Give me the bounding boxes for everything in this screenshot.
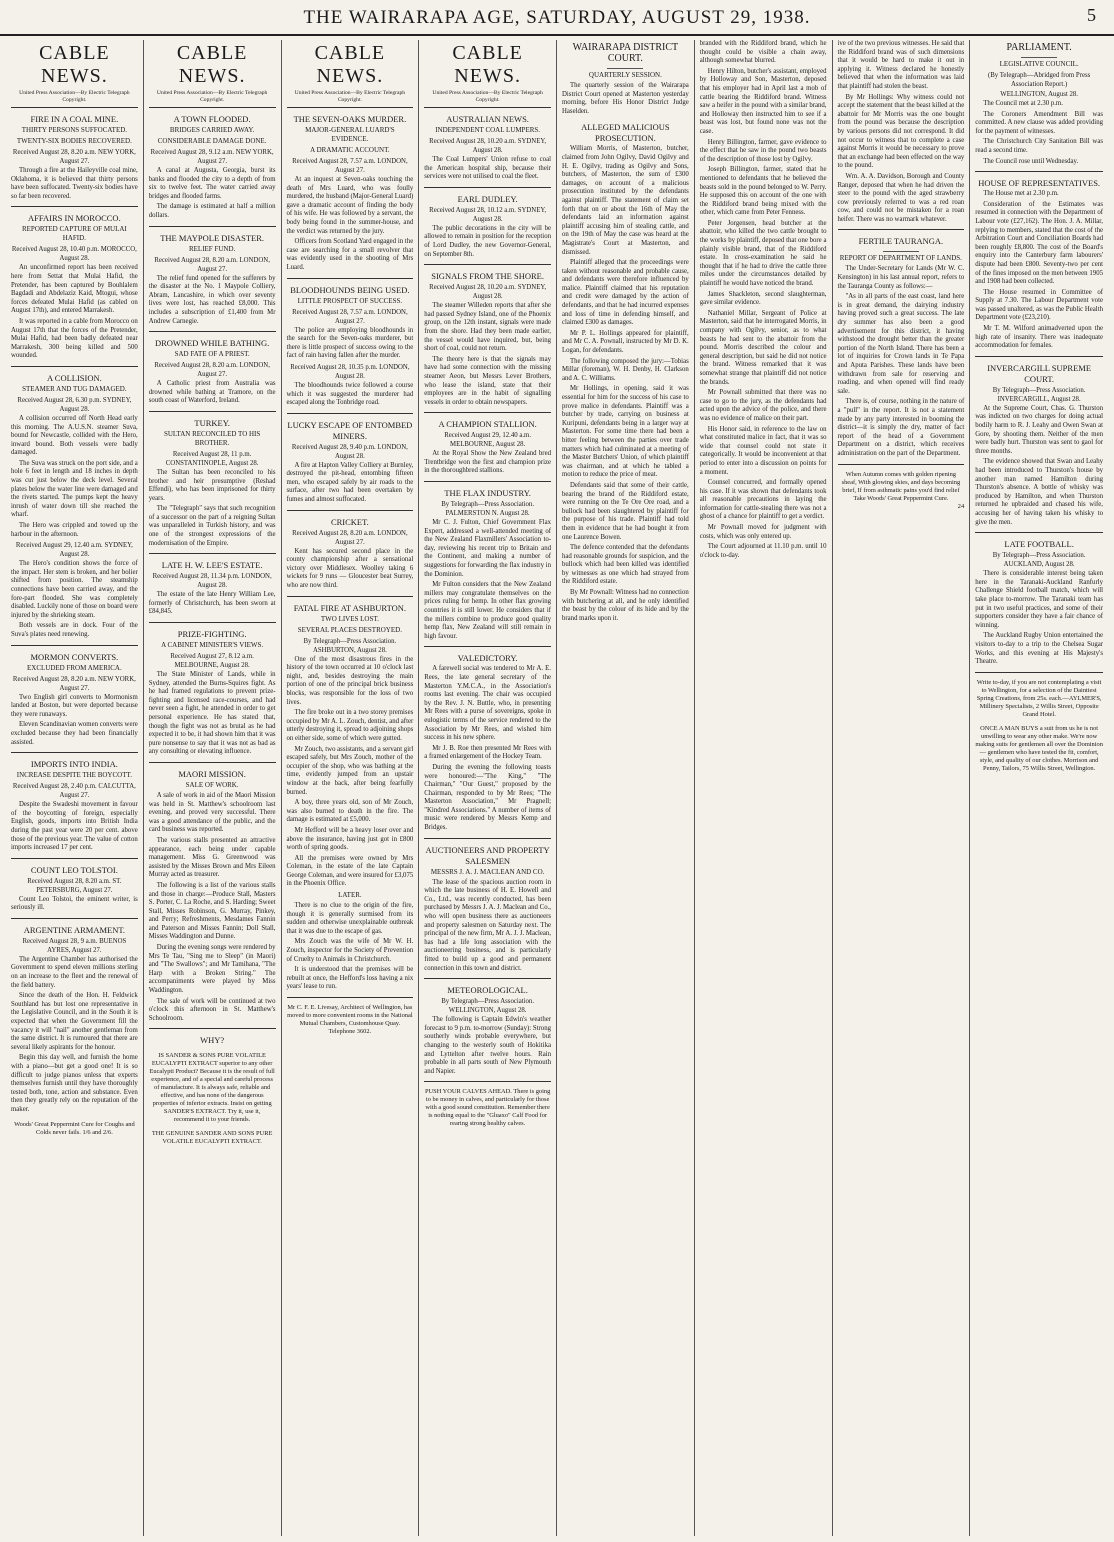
article-subhead: REPORT OF DEPARTMENT OF LANDS. (839, 254, 962, 263)
article-headline: THE MAYPOLE DISASTER. (160, 232, 265, 243)
dateline: By Telegraph—Press Association. PALMERSTON N. August 28. (441, 501, 535, 518)
dateline: Received August 28, 8.20 a.m. NEW YORK, August 27. (12, 149, 136, 165)
advertisement: THE GENUINE SANDER AND SONS PURE VOLATILE EUCALYPTI EXTRACT. (151, 1130, 273, 1146)
article-body: Mr J. B. Roe then presented Mr Rees with a framed enlargement of the Hockey Team. (424, 744, 551, 761)
article-body: Eleven Scandinavian women converts were excluded because they had been financially assisted. (11, 721, 138, 746)
article-body: The Argentine Chamber has authorised the Government to spend eleven millions sterling on an increase to the fleet and the renewal of the field battery. (11, 955, 138, 989)
article-body: The relief fund opened for the sufferers by the disaster at the No. 1 Maypole Colliery, Abram, Lancashire, in which over seventy lives were lost, has reached £8,000. This includes a subscription of £1,400 from Mr Andrew Carnegie. (148, 274, 276, 325)
article-headline: BLOODHOUNDS BEING USED. (290, 284, 410, 295)
article-body: An unconfirmed report has been received here from Settat that Mulai Hafid, the Pretender, has been captured by Bouhlalem Bagdadi and Abdelaziz Kaid, Mtogui, whose forces defeated Mulai Hafid (as cabled on August 17th), and entered Marrakesh. (11, 264, 138, 315)
article-headline: MAORI MISSION. (178, 768, 246, 779)
advertisement: When Autumn comes with golden ripening sheaf, With glowing skies, and days becoming brief, If from asthmatic pains you'd find relief Take Woods' Great Peppermint Cure. (841, 470, 961, 502)
article-body: The damage is estimated at half a million dollars. (148, 203, 276, 219)
article-body: The Christchurch City Sanitation Bill was read a second time. (975, 138, 1103, 154)
article-body: The various stalls presented an attractive appearance, each being under capable management. Miss G. Greenwood was assisted by the Misses Brown and Mrs Eileen Murray acted as treasurer. (148, 836, 276, 879)
column-8 (970, 40, 1108, 1536)
columns (6, 40, 1108, 1536)
article-headline: FIRE IN A COAL MINE. (30, 114, 119, 124)
article-body: At the Supreme Court, Chas. G. Thurston was indicted on two charges for doing actual bodily harm to R. J. Leahy and Owen Swan at Gore, by shooting them. Neither of the men were badly hurt. Thurston was sent to gaol for three months. (975, 404, 1103, 455)
article-body: It is understood that the premises will be rebuilt at once, the Hefford's loss having a nix years' lease to run. (286, 966, 414, 991)
article-body: The Hero was crippled and towed up the harbour in the afternoon. (11, 522, 138, 538)
article-body: The theory here is that the signals may have had some connection with the missing steamer Aeon, but Messrs Lever Brothers, who lease the island, state that their employees are in the habit of signalling vessels in order to obtain newspapers. (424, 355, 551, 406)
article-body: The Court adjourned at 11.10 p.m. until 10 o'clock to-day. (699, 543, 827, 559)
article-body: Henry Hilton, butcher's assistant, employed by Holloway and Son, Masterton, deposed that his employer had in April last a mob of cattle bearing the Riddiford brand. Witness saw a heifer in the pound with a similar brand, and Holloway then instructed him to see if a beast was lost, but found none was not the case. (699, 67, 827, 135)
article-body: The Coal Lumpers' Union refuse to coal the American hospital ship, because their services were not utilised to coal the fleet. (424, 156, 551, 181)
article-body: The bloodhounds twice followed a course which it was suggested the murderer had escaped along the Tonbridge road. (286, 381, 414, 407)
article-body: The following is a list of the various stalls and those in charge:—Produce Stall, Masters S. Porter, C. La Roche, and S. Harding; Sweet Stall, Misses Robinson, G. Murray, Pinkey, and Perry; Refreshments, Mesdames Fannin and Paterson and Misses Fannin; Doll Stall, Misses Waddington and Dunne. (148, 881, 276, 941)
article-headline: MORMON CONVERTS. (30, 651, 119, 662)
article-body: Mr Zouch, two assistants, and a servant girl escaped safely, but Mrs Zouch, mother of the occupier of the shop, who was bathing at the time, evidently jumped from an upstair window at the back, after being fearfully burned. (286, 745, 414, 796)
masthead-title: THE WAIRARAPA AGE, SATURDAY, AUGUST 29, 1938. (303, 7, 811, 28)
column-5 (557, 40, 695, 1536)
dateline: Received August 28, 11.34 p.m. LONDON, August 28. (152, 573, 272, 590)
dateline: Received August 28, 8.20 a.m. LONDON, August 27. (154, 362, 270, 379)
article-subhead: REPORTED CAPTURE OF MULAI HAFID. (21, 225, 127, 243)
article-body: Since the death of the Hon. H. Feldwick Southland has but lost one representative in the Legislative Council, and in the South it is expected that when the Government fill the vacancy it will "nail" another gentleman from the same district. It is rumoured that there are several likely aspirants for the honour. (11, 992, 138, 1051)
article-subhead: LEGISLATIVE COUNCIL. (999, 60, 1079, 68)
article-body: Henry Billington, farmer, gave evidence to the effect that he saw in the pound two beasts of the description of those lost by Ogilvy. (699, 138, 827, 163)
cable-news-heading: CABLE NEWS. (39, 42, 110, 87)
column-3 (282, 40, 420, 1536)
article-body: Through a fire at the Haileyville coal mine, Oklahoma, it is believed that thirty persons have been suffocated. Twenty-six bodies have so far been recovered. (11, 167, 138, 200)
article-subhead: TWENTY-SIX BODIES RECOVERED. (16, 137, 132, 145)
advertisement: IS SANDER & SONS PURE VOLATILE EUCALYPTI EXTRACT superior to any other Eucalypti Product? Because it is the result of full experience, and of a special and careful process of manufacture. It is always safe, reliable and effective, and has none of the dangerous properties of inferior extracts. Insist on getting SANDER'S EXTRACT. Try it, use it, recommend it to your friends. (149, 1052, 275, 1124)
page-number: 5 (1087, 5, 1096, 25)
article-body: By Mr Pownall: Witness had no connection with butchering at all, and he only identified the beast by the colour of its hide and by the brand marks upon it. (562, 589, 689, 622)
dateline: Received August 28, 8.20 a.m. LONDON, August 27. (154, 256, 270, 273)
article-body: James Shackleton, second slaughterman, gave similar evidence. (699, 290, 827, 307)
article-body: Peter Jorgensen, head butcher at the abattoir, who killed the two cattle brought to the works by plaintiff, deposed that one bore a plainly visible brand, that of the Riddiford estate. In cross-examination he said he thought that if he had to drive the cattle three miles under the circumstances detailed by plaintiff he would have noticed the brand. (699, 219, 827, 288)
dateline: Received August 27, 8.12 a.m. MELBOURNE, August 28. (170, 653, 254, 670)
cable-news-heading: CABLE NEWS. (176, 42, 248, 87)
dateline: By Telegraph—Press Association. WELLINGTON, August 28. (441, 998, 535, 1015)
cable-news-credit: United Press Association—By Electric Telegraph Copyright. (424, 90, 551, 108)
article-body: It was reported in a cable from Morocco on August 17th that the forces of the Pretender, Mulai Hafid, had been badly defeated near Marrakesh, 300 being killed and 500 wounded. (11, 317, 138, 360)
dateline: Received August 28, 7.57 a.m. LONDON, August 27. (292, 158, 408, 174)
article-body: branded with the Riddiford brand, which he thought could be visible a chain away, although somewhat blurred. (699, 40, 827, 65)
article-subhead: INDEPENDENT COAL LUMPERS. (435, 126, 541, 134)
article-body: At the Royal Show the New Zealand bred Trentbridge won the first and champion prize in the thoroughbred stallions. (424, 450, 551, 475)
article-headline: TURKEY. (194, 417, 230, 428)
article-body: The Council met at 2.30 p.m. (983, 100, 1063, 107)
article-body: The lease of the spacious auction room in which the late business of H. E. Howell and Co., Ltd., was recently conducted, has been purchased by Messrs J. A. J. Maclean and Co., who will open business there as auctioneers and property salesmen on Saturday next. The principal of the new firm, Mr A. J. J. Maclean, has had a life long association with the auctioneering business, and is particularly fitted to build up a good and permanent connection in this town and district. (424, 878, 551, 972)
article-headline: A CHAMPION STALLION. (438, 419, 537, 430)
article-headline: AUSTRALIAN NEWS. (446, 114, 529, 124)
article-subhead: TWO LIVES LOST. (320, 614, 379, 623)
article-headline: COUNT LEO TOLSTOI. (30, 864, 118, 875)
article-body: Plaintiff alleged that the proceedings were taken without reasonable and probable cause, and defendants were therefore influenced by malice. Plaintiff claimed that his reputation and credit were damaged by the action of defendants, and that he had incurred expenses and loss of time in defending himself, and claimed £300 as damages. (562, 259, 689, 327)
article-body: The following composed the jury:—Tobias Millar (foreman), W. H. Denby, H. Clarkson and A. C. Williams. (562, 357, 689, 382)
article-subhead: INCREASE DESPITE THE BOYCOTT. (16, 771, 132, 780)
dateline: Received August 28, 9.40 p.m. LONDON, August 28. (291, 443, 408, 460)
advertisement: ONCE A MAN BUYS a suit from us he is not unwilling to wear any other make. We're now making suits for gentlemen all over the Dominion — gentlemen who have tested the fit, comfort, style, and quality of our clothes. Morrison and Penny, Tailors, 75 Willis Street, Wellington. (975, 724, 1103, 772)
article-body: The public decorations in the city will be allowed to remain in position for the reception of Lord Dudley, the new Governor-General, on September 8th. (424, 224, 551, 258)
article-headline: THE SEVEN-OAKS MURDER. (293, 114, 407, 124)
article-headline: A TOWN FLOODED. (173, 114, 251, 124)
dateline: By Telegraph—Press Association. ASHBURTON, August 28. (303, 637, 397, 654)
article-body: Nathaniel Millar, Sergeant of Police at Masterton, said that he interrogated Morris, in company with Ogilvy, senior, as to what beasts he had sent to the abattoir from the pound. Morris described the colour and general description, but said he did not notice the brand. Witness remarked that it was somewhat strange that plaintiff did not notice the brands. (699, 309, 827, 386)
cable-news-credit: United Press Association—By Electric Telegraph Copyright. (11, 90, 138, 108)
dateline: By Telegraph—Press Association. AUCKLAND, August 28. (992, 552, 1086, 569)
dateline: Received August 28, 9 a.m. BUENOS AYRES, August 27. (22, 937, 127, 954)
article-subhead: SULTAN RECONCILED TO HIS BROTHER. (163, 429, 261, 447)
article-headline: IMPORTS INTO INDIA. (30, 759, 118, 770)
article-body: The State Minister of Lands, while in Sydney, attended the Burns-Squires fight. As he had framed regulations to prevent prize-fighting and licensed race-courses, and had never seen a fight, he attended in order to get personal experience. He has stated that, though the fight was not as brutal as he had expected it to be, it had shown him that it was pure nonsense to say that it was not as bad as any consulting or elevating influence. (148, 671, 276, 756)
article-body: Mr Pownall submitted that there was no case to go to the jury, as the defendants had acted upon the advice of the police, and there was no evidence of malice on their part. (699, 389, 827, 422)
article-body: Mr Fulton considers that the New Zealand millers may congratulate themselves on the prices ruling for hemp. In other flax growing countries it is still lower. He considers that if the millers combine to produce good quality hemp flax, New Zealand will still remain in high favour. (424, 581, 551, 640)
article-headline: AUCTIONEERS AND PROPERTY SALESMEN (425, 844, 550, 866)
article-subhead: A DRAMATIC ACCOUNT. (310, 146, 390, 154)
dateline: Received August 29, 12.40 a.m. MELBOURNE, August 28. (444, 432, 532, 449)
article-body: The Suva was struck on the port side, and a hole 6 feet in length and 18 inches in depth was cut just below the deck level. Several plates below the water line were damaged and the rivets started. The pumps kept the heavy inrush of water down till she reached the wharf. (11, 459, 138, 519)
article-headline: WAIRARAPA DISTRICT COURT. (572, 42, 679, 64)
dateline: Received August 28, 8.20 a.m. ST. PETERSBURG, August 27. (27, 877, 122, 894)
cable-news-credit: United Press Association—By Electric Telegraph Copyright. (149, 90, 276, 108)
article-body: Count Leo Tolstoi, the eminent writer, is seriously ill. (11, 895, 138, 912)
article-body: By Mr Hollings: Why witness could not accept the statement that the beast killed at the abattoir for Mr Morris was the one bought from the pound was because the description by various persons did not correspond. It did not occur to witness that to complete a case against Morris it would be necessary to prove that an exchange had been effected on the way to the pound. (837, 93, 965, 170)
advertisement-number: 24 (957, 502, 965, 510)
dateline: Received August 28, 7.57 a.m. LONDON, August 27. (292, 308, 408, 325)
article-headline: SIGNALS FROM THE SHORE. (431, 271, 544, 282)
article-body: Wm. A. A. Davidson, Borough and County Ranger, deposed that when he had driven the steer to the pound with the aged strawberry cow previously referred to was a red roan cow, and could not be mistaken for a roan heifer. There was no warmark whatever. (837, 172, 965, 223)
article-headline: HOUSE OF REPRESENTATIVES. (978, 178, 1101, 189)
article-body: The estate of the late Henry William Lee, formerly of Christchurch, has been sworn at £84,845. (148, 591, 276, 616)
advertisement-heading: WHY? (200, 1035, 225, 1046)
article-headline: ALLEGED MALICIOUS PROSECUTION. (581, 122, 670, 144)
article-headline: LUCKY ESCAPE OF ENTOMBED MINERS. (287, 419, 413, 441)
article-subhead: STEAMER AND TUG DAMAGED. (22, 384, 127, 393)
article-body: The House resumed in Committee of Supply at 7.30. The Labour Department vote was passed unaltered, as was the Public Health Department vote (£23,210). (975, 288, 1103, 322)
article-body: A Catholic priest from Australia was drowned while bathing at Tramore, on the south coast of Waterford, Ireland. (148, 380, 276, 405)
column-6 (695, 40, 833, 1536)
article-body: His Honor said, in reference to the law on what constituted malice in fact, that it was so wide that counsel could not state it categorically. It would be inconvenient at that period to enter into a discussion on points for a moment. (699, 425, 827, 476)
dateline: Received August 28, 2.40 p.m. CALCUTTA, August 27. (12, 783, 136, 800)
article-body: During the evening the following toasts were honoured:—"The King," "The Chairman," "Our Guest," proposed by the Chairman, responded to by Mr Rees; "The Masterton Association," Mr Pragnell; "Kindred Associations." A number of items of music were rendered by Messrs Kemp and Bridges. (424, 763, 551, 832)
article-body: There is, of course, nothing in the nature of a "pull" in the report. It is not a statement made by any party interested in booming the district—it is simply the dry, matter of fact report of the head of a Government Department on a district, which receives administration on the part of the Department. (837, 398, 965, 457)
article-body: The quarterly session of the Wairarapa District Court opened at Masterton yesterday morning, before His Honor District Judge Haselden. (562, 82, 689, 115)
article-body: The police are employing bloodhounds in the search for the Seven-oaks murderer, but there is little prospect of success owing to the fact of rain having fallen after the murder. (286, 326, 414, 360)
article-subhead: CONSIDERABLE DAMAGE DONE. (157, 137, 267, 145)
article-body: All the premises were owned by Mrs Coleman, in the estate of the late Captain George Coleman, and were insured for £3,075 in the Phoenix Office. (286, 854, 414, 888)
dateline: Received August 29, 12.40 a.m. SYDNEY, August 28. (15, 542, 133, 559)
article-body: Consideration of the Estimates was resumed in connection with the Department of Labour vote (£27,162). The Hon. J. A. Millar, replying to members, stated that the cost of the Arbitration Court and Conciliation Boards had been roughly £8,800. The cost of the Board's enquiry into the Canterbury farm labourers' dispute had been £800. Seventy-two per cent of the fines imposed on the men between 1905 and 1908 had been collected. (975, 200, 1103, 286)
article-body: One of the most disastrous fires in the history of the town occurred at 10 o'clock last night, and, besides destroying the main portion of one of the principal brick business blocks, was responsible for the loss of two lives. (286, 655, 414, 706)
article-body: The fire broke out in a two storey premises occupied by Mr A. L. Zouch, dentist, and after utterly destroying it, spread to adjoining shops on either side, some of which were gutted. (286, 709, 414, 742)
article-subhead: THIRTY PERSONS SUFFOCATED. (21, 126, 128, 134)
dateline: Received August 28, 11 p.m. CONSTANTINOPLE, August 28. (165, 450, 259, 467)
article-headline: AFFAIRS IN MOROCCO. (28, 213, 121, 224)
dateline: Received August 28, 8.20 a.m. NEW YORK, August 27. (12, 675, 136, 692)
article-body: The defence contended that the defendants had reasonable grounds for suspicion, and the bullock which had been killed was identified by witnesses as one which had strayed from the Riddiford estate. (562, 544, 689, 586)
article-body: The evidence showed that Swan and Leahy had been introduced to Thurston's house by another man named Hamilton during Thurston's absence. A bottle of whisky was produced by Hamilton, and when Thurston returned he upbraided and chased his wife, accusing her of having taken his whisky to give the men. (975, 458, 1103, 526)
column-7 (833, 40, 971, 1536)
article-body: Mr P. L. Hollings appeared for plaintiff, and Mr C. A. Pownall, instructed by Mr D. K. Logan, for defendants. (562, 329, 689, 355)
article-subhead: SEVERAL PLACES DESTROYED. (297, 625, 402, 634)
column-4 (419, 40, 557, 1536)
article-body: Mr Pownall moved for judgment with costs, which was only entered up. (699, 524, 827, 540)
dateline: Received August 28, 10.40 p.m. MOROCCO, August 28. (11, 246, 137, 263)
advertisement: Write to-day, if you are not contemplating a visit to Wellington, for a selection of the Daintiest Spring Creations, from 25s. each.—AYLMER'S, Millinery Specialists, 2 Willis Street, Opposite Grand Hotel. (976, 678, 1102, 718)
column-1 (6, 40, 144, 1536)
article-body: Mr Hefford will be a heavy loser over and above the insurance, having just got in £800 worth of spring goods. (286, 826, 414, 852)
article-body: The House met at 2.30 p.m. (983, 190, 1059, 198)
article-body: Officers from Scotland Yard engaged in the case are searching for a small revolver that was evidently used in the shooting of Mrs Luard. (286, 238, 414, 271)
article-body: Mr Hollings, in opening, said it was essential for him for the success of his case to prove malice in defendants. Plaintiff was a butcher by trade, carrying on business at Kuripuni, defendants being in a larger way at Masterton. For some time there had been a bitter feeling between the parties over trade matters which had culminated at a meeting of the Master Butchers' Union, of which plaintiff was chairman, and at which he tabled a motion to reduce the price of meat. (562, 385, 689, 479)
article-subhead: A CABINET MINISTER'S VIEWS. (161, 641, 264, 650)
article-headline: A COLLISION. (46, 372, 102, 383)
article-body: Mr T. M. Wilford animadverted upon the high rate of insanity. There was inadequate accommodation for females. (975, 325, 1103, 350)
article-body: At an inquest at Seven-oaks touching the death of Mrs Luard, who was foully murdered, the husband (Major-General Luard) gave a dramatic account of finding the body of his wife. He was followed by a servant, the body being found in the summer-house, and the verdict was returned by the jury. (286, 176, 414, 235)
article-body: Begin this day well, and furnish the home with a piano—but get a good one! It is so difficult to judge pianos unless that experts themselves furnish until they have thoroughly tested both, tone, action and substance. Even then they greatly rely on the reputation of the maker. (11, 1054, 138, 1113)
article-subhead: RELIEF FUND. (188, 244, 236, 253)
article-body: The Sultan has been reconciled to his brother and heir presumptive (Reshad Effendi), who has been imprisoned for thirty years. (148, 468, 276, 502)
article-body: The Auckland Rugby Union entertained the visitors to-day to a trip to the Chelsea Sugar Works, and this evening at His Majesty's Theatre. (975, 632, 1103, 666)
dateline: (By Telegraph—Abridged from Press Association Report.) (987, 72, 1091, 88)
article-body: A boy, three years old, son of Mr Zouch, was also burned to death in the fire. The damage is estimated at £5,000. (286, 799, 414, 824)
article-headline: FATAL FIRE AT ASHBURTON. (293, 602, 407, 613)
article-subhead: BRIDGES CARRIED AWAY. (169, 126, 255, 134)
article-body: Counsel concurred, and formally opened his case. If it was shown that defendants took all reasonable precautions in laying the information for cattle-stealing there was not a ghost of a chance for plaintiff to get a verdict. (699, 479, 827, 521)
article-headline: LATE H. W. LEE'S ESTATE. (161, 560, 263, 571)
article-body: Both vessels are in dock. Four of the Suva's plates need renewing. (11, 622, 138, 638)
article-body: Mr C. J. Fulton, Chief Government Flax Expert, addressed a well-attended meeting of the New Zealand Flaxmillers' Association to-day, reviewing his recent trip to Britain and the Continent, and making a number of suggestions for forwarding the flax industry in the Dominion. (424, 519, 551, 578)
article-headline: INVERCARGILL SUPREME COURT. (987, 362, 1092, 384)
article-headline: LATE FOOTBALL. (1004, 539, 1074, 550)
article-body: During the evening songs were rendered by Mrs Te Tau, "Sing me to Sleep" (in Maori) and "The Swallows"; and Mr Tamihana, "The Harp with a Broken String." The accompaniments were played by Miss Waddington. (148, 944, 276, 995)
advertisement: Mr C. F. E. Livesay, Architect of Wellington, has moved to more convenient rooms in the National Mutual Chambers, Customhouse Quay. Telephone 3602. (287, 1004, 413, 1035)
article-headline: METEOROLOGICAL. (447, 985, 528, 996)
article-headline: ARGENTINE ARMAMENT. (23, 924, 126, 935)
article-body: Despite the Swadeshi movement in favour of the boycotting of foreign, especially English, goods, imports into British India during the past year were 20 per cent. above those of the previous year. The value of cotton imports increased 17 per cent. (11, 801, 138, 852)
article-headline: CRICKET. (330, 516, 369, 527)
dateline: WELLINGTON, August 28. (1000, 91, 1078, 98)
article-body: A farewell social was tendered to Mr A. E. Rees, the late general secretary of the Masterton Y.M.C.A., in the Association's rooms last evening. The chair was occupied by the Rev. J. N. Buttle, who, in presenting Mr Rees with a purse of sovereigns, spoke in eulogistic terms of the service rendered to the Association by Mr Rees, and wished him success in his new sphere. (424, 665, 551, 742)
article-subhead: MESSRS J. A. J. MACLEAN AND CO. (430, 867, 545, 876)
article-subhead: LATER. (338, 891, 362, 900)
advertisement: Woods' Great Peppermint Cure for Coughs and Colds never fails. 1/6 and 2/6. (14, 1120, 135, 1136)
article-subhead: EXCLUDED FROM AMERICA. (27, 663, 122, 672)
article-body: The Council rose until Wednesday. (983, 157, 1079, 165)
article-body: The following is Captain Edwin's weather forecast to 9 p.m. to-morrow (Sunday): Strong southerly winds probable everywhere, but changing to the westerly south of Hokitika and Lyttelton after twelve hours. Rain probable in all parts south of New Plymouth and Napier. (424, 1016, 551, 1075)
article-body: A collision occurred off North Head early this morning. The A.U.S.N. steamer Suva, bound for Newcastle, collided with the Hero, inward bound. Both vessels were badly damaged. (11, 414, 138, 457)
article-body: The sale of work will be continued at two o'clock this afternoon in St. Matthew's Schoolroom. (148, 997, 276, 1022)
masthead (0, 0, 1114, 36)
article-subhead: SALE OF WORK. (185, 780, 239, 789)
cable-news-credit: United Press Association—By Electric Telegraph Copyright. (287, 90, 414, 108)
article-body: Joseph Billington, farmer, stated that he mentioned to defendants that he believed the beasts sold in the pound belonged to W. Perry. He supposed this on account of the one with the Riddiford brand being mixed with the other, which came from Peter Fenness. (699, 166, 827, 217)
dateline: Received August 28, 10.20 a.m. SYDNEY, August 28. (429, 138, 547, 154)
article-body: "As in all parts of the east coast, land here is in great demand, the dairying industry having proved such a great success. The late dry summer has also been a good advertisement for this district, it having withstood the drought better than the greater portion of the North Island. There has been a lot of inquiries for Crown lands in Te Papa and Aputa Parishes. These lands have been withdrawn from sale for reserving and roading, and when opened will find ready sale. (837, 293, 965, 395)
article-subhead: QUARTERLY SESSION. (588, 71, 662, 79)
dateline: Received August 28, 9.12 a.m. NEW YORK, August 27. (150, 149, 274, 165)
article-subhead: LITTLE PROSPECT OF SUCCESS. (297, 296, 403, 305)
article-body: A sale of work in aid of the Maori Mission was held in St. Matthew's schoolroom last evening, and proved very successful. There was a good attendance of the public, and the card business was reported. (148, 791, 276, 834)
dateline: Received August 28, 8.20 a.m. LONDON, August 27. (292, 529, 408, 546)
column-2 (144, 40, 282, 1536)
article-headline: EARL DUDLEY. (457, 193, 518, 204)
article-body: There is no clue to the origin of the fire, though it is generally surmised from its sudden and otherwise unexplainable outbreak that it was due to the escape of gas. (286, 902, 414, 935)
article-subhead: MAJOR-GENERAL LUARD'S EVIDENCE. (305, 126, 395, 143)
article-body: A fire at Hapton Valley Colliery at Burnley, destroyed the pit-head, entombing fifteen men, who escaped safely by air roads to the surface, after two had been overtaken by fumes and almost suffocated. (286, 461, 414, 504)
article-headline: PRIZE-FIGHTING. (177, 629, 247, 640)
article-body: Mrs Zouch was the wife of Mr W. H. Zouch, inspector for the Society of Prevention of Cruelty to Animals in Christchurch. (286, 938, 414, 963)
article-body: A canal at Augusta, Georgia, burst its banks and flooded the city to a depth of from six to twelve feet. The water carried away bridges and flooded farms. (148, 167, 276, 200)
advertisement: PUSH YOUR CALVES AHEAD. There is going to be money in calves, and particularly for those with a good sound constitution. Remember there is nothing equal to the "Gluaxo" Calf Food for rearing strong healthy calves. (424, 1088, 551, 1128)
article-body: ive of the two previous witnesses. He said that the Riddiford brand was of such dimensions that it would be hard to make it out in applying it. Witness declared he honestly believed that when the information was laid that plaintiff had stolen the beast. (837, 40, 965, 90)
article-body: The Under-Secretary for Lands (Mr W. C. Kensington) in his last annual report, refers to the Tauranga County as follows:— (837, 265, 965, 290)
article-subhead: SAD FATE OF A PRIEST. (174, 350, 250, 359)
article-body: Kent has secured second place in the county championship after a sensational victory over Middlesex. Woolley taking 6 wickets for 9 runs — Gloucester beat Surrey, who are now third. (286, 547, 414, 590)
dateline: Received August 28, 10.12 a.m. SYDNEY, August 28. (429, 206, 547, 223)
article-headline: DROWNED WHILE BATHING. (154, 338, 270, 349)
cable-news-heading: CABLE NEWS. (314, 42, 386, 87)
article-body: Defendants said that some of their cattle, bearing the brand of the Riddiford estate, were running on the Te Ore Ore road, and a bullock had been slaughtered by plaintiff for the purpose of his trade. Plaintiff had told them in evidence that he had bought it from one Laurence Bowen. (562, 481, 689, 541)
dateline: By Telegraph—Press Association. INVERCARGILL, August 28. (992, 386, 1086, 403)
dateline: Received August 28, 10.35 p.m. LONDON, August 28. (290, 363, 410, 380)
article-body: The steamer Willeden reports that after she had passed Sydney Island, one of the Phoenix group, on the 12th instant, signals were made from the shore. Had they been made earlier, the vessel would have inquired, but, being short of coal, could not return. (424, 302, 551, 353)
article-body: Two English girl converts to Mormonism landed at Boston, but were deported because they were runaways. (11, 693, 138, 718)
dateline: Received August 28, 6.30 p.m. SYDNEY, August 28. (17, 396, 132, 413)
dateline: Received August 28, 10.20 a.m. SYDNEY, August 28. (429, 284, 547, 301)
article-body: There is considerable interest being taken here in the Taranaki-Auckland Ranfurly Challenge Shield football match, which will take place to-morrow. The Taranaki team has put in two useful practices, and some of their supporters consider they have a fair chance of winning. (975, 570, 1103, 629)
article-body: The Coroners Amendment Bill was committed. A new clause was added providing for the payment of witnesses. (975, 110, 1103, 135)
article-body: William Morris, of Masterton, butcher, claimed from John Ogilvy, David Ogilvy and H. E. Ogilvy, trading as Ogilvy and Sons, butchers, of Masterton, the sum of £300 damages, on account of a malicious prosecution instituted by the defendants against plaintiff. The statement of claim set forth that on or about the 16th of May the defendants laid an information against plaintiff accusing him of stealing cattle, and on the 19th of May the case was heard at the Magistrate's Court at Masterton, and dismissed. (562, 145, 689, 256)
article-body: The "Telegraph" says that such recognition of a successor on the part of a reigning Sultan was unparalleled in Turkish history, and was one of the strongest expressions of the modernisation of the Empire. (148, 505, 276, 547)
article-headline: THE FLAX INDUSTRY. (444, 488, 531, 499)
article-headline: FERTILE TAURANGA. (858, 236, 944, 247)
article-body: The Hero's condition shows the force of the impact. Her stem is broken, and her bolier shifted from position. The steamship connections have been carried away, and the fore-part flooded. She was completely disabled. Luckily none of those on board were injured by the shrieking steam. (11, 560, 138, 619)
article-headline: VALEDICTORY. (457, 653, 518, 664)
cable-news-heading: CABLE NEWS. (452, 42, 523, 87)
article-headline: PARLIAMENT. (1006, 42, 1072, 53)
